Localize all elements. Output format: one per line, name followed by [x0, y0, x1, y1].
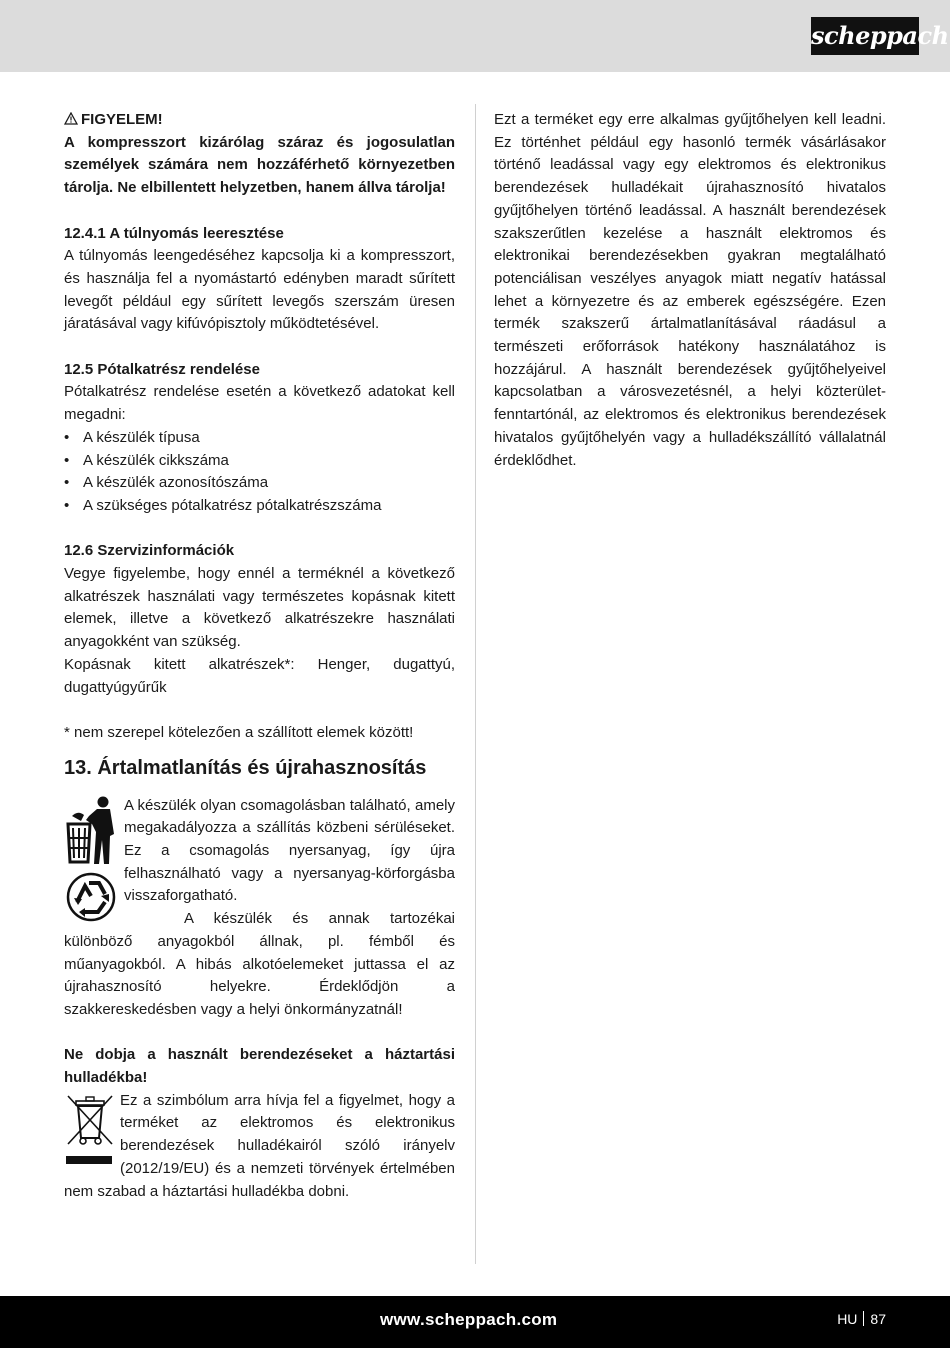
litter-bin-icon [64, 796, 120, 866]
page-number [837, 1311, 886, 1327]
section-12-4-1-title: 12.4.1 A túlnyomás leeresztése [64, 224, 284, 242]
recycling-icon [65, 872, 117, 922]
section-13-title: 13. Ártalmatlanítás és újrahasznosítás [64, 756, 427, 779]
warning-title: FIGYELEM! [81, 111, 163, 128]
section-13-packaging-text: A készülék olyan csomagolásban található, amely megakadályozza a szállítás közbeni sérüléseket. Ez a csomagolás nyersanyag, így újra felhasználható vagy a nyersanyag-körforgásba visszaforgatható. [124, 796, 455, 905]
list-item: • A szükséges pótalkatrész pótalkatrészszáma [64, 495, 455, 518]
page-number-value: 87 [870, 1311, 886, 1327]
right-column [494, 109, 886, 472]
section-12-6-text-wear: Kopásnak kitett alkatrészek*: Henger, dugattyú, dugattyúgyűrűk [64, 655, 455, 696]
list-item: • A készülék azonosítószáma [64, 472, 455, 495]
footnote: * nem szerepel kötelezően a szállított elemek között! [64, 723, 414, 741]
section-12-5-title: 12.5 Pótalkatrész rendelése [64, 360, 260, 378]
page-header [0, 0, 950, 72]
warning-triangle-icon [64, 112, 78, 125]
section-13-materials-text: A készülék és annak tartozékai különböző anyagokból állnak, pl. fémből és műanyagokból. A hibás alkotóelemeket juttassa el az újrahasznosító helyekre. Érdeklődjön a szakkereskedésben vagy a helyi önkormányzatnál! [64, 910, 455, 1018]
weee-text: Ez a szimbólum arra hívja fel a figyelmet, hogy a terméket az elektromos és elektronikus berendezések hulladékairól szóló irányelv (2012/19/EU) és a nemzeti törvények értelmében nem szabad a háztartási hulladékba dobni. [64, 1091, 455, 1200]
section-12-5-text: Pótalkatrész rendelése esetén a következő adatokat kell megadni: [64, 383, 455, 424]
list-item: • A készülék cikkszáma [64, 450, 455, 473]
section-12-4-1-text: A túlnyomás leengedéséhez kapcsolja ki a kompresszort, és használja fel a nyomástartó edényben maradt sűrített levegőt például egy sűrített levegős szerszám üresen járatásával vagy kifúvópisztoly működtetésével. [64, 247, 455, 333]
left-column [64, 109, 455, 1203]
warning-text: A kompresszort kizárólag száraz és jogosulatlan személyek számára nem hozzáférhető környezetben tárolja. Ne elbillentett helyzetben, hanem állva tárolja! [64, 133, 455, 197]
brand-logo: scheppach [811, 17, 919, 55]
spare-part-list [64, 427, 455, 518]
weee-heading: Ne dobja a használt berendezéseket a háztartási hulladékba! [64, 1046, 455, 1087]
website-link[interactable]: www.scheppach.com [380, 1310, 558, 1329]
weee-bin-icon [64, 1092, 120, 1172]
page-footer [0, 1296, 950, 1348]
disposal-continued-text: Ezt a terméket egy erre alkalmas gyűjtőhelyen kell leadni. Ez történhet például egy hasonló termék vásárlásakor történő leadással vagy egy elektromos és elektronikus berendezések hulladékait újrahasznosító hivatalos gyűjtőhelyen történő leadással. A használt berendezések szakszerűtlen kezelése a használt elektromos és elektronikai berendezésekben gyakran megtalálható potenciálisan veszélyes anyagok miatt negatív hatással lehet a környezetre és az emberek egészségére. Ezen termék szakszerű ártalmatlanításával ráadásul a természeti erőforrások hatékony használatához is hozzájárul. A használt berendezések gyűjtőhelyeivel kapcsolatban a városvezetésnél, a helyi közterület-fenntartónál, az elektromos és elektronikus berendezések hivatalos gyűjtőhelyén vagy a hulladékszállító vállalatnál érdeklődhet. [494, 111, 886, 469]
section-12-6-title: 12.6 Szervizinformációk [64, 542, 235, 560]
warning-heading [64, 109, 455, 132]
disposal-icons [64, 796, 124, 922]
list-item: • A készülék típusa [64, 427, 455, 450]
section-12-6-text: Vegye figyelembe, hogy ennél a terméknél a következő alkatrészek használati vagy természetes kopásnak kitett elemek, illetve a következő alkatrészekre használati anyagokként van szükség. [64, 565, 455, 651]
column-divider [475, 104, 476, 1264]
language-code: HU [837, 1311, 858, 1327]
